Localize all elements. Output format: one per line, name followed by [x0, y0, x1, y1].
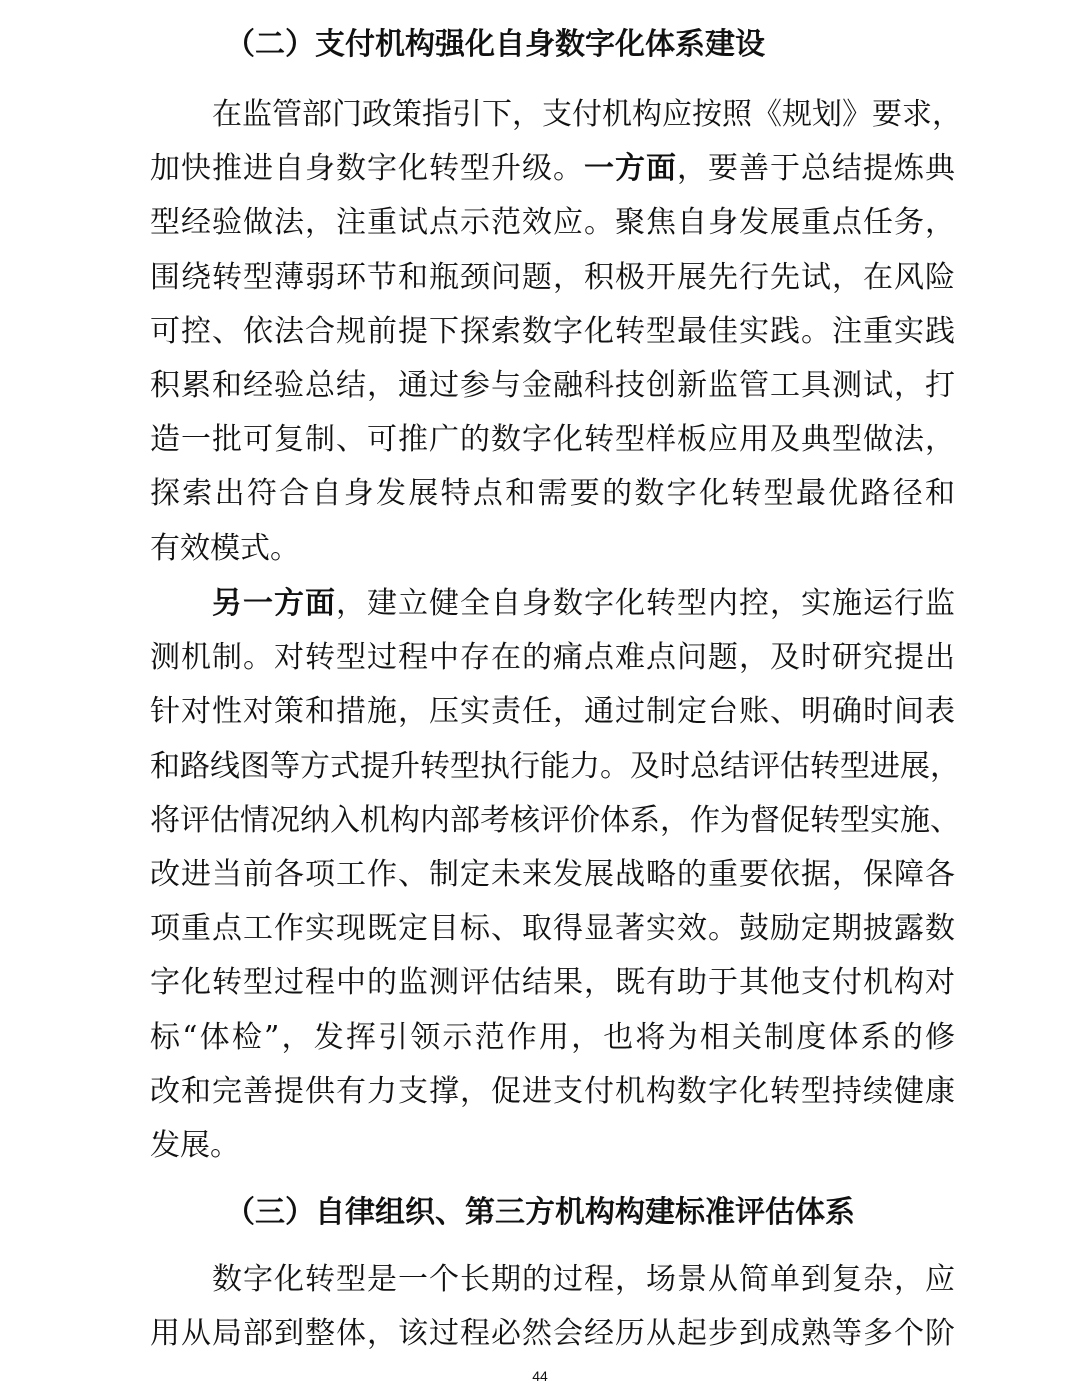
- text-line: [150, 305, 955, 359]
- text-line: [150, 577, 955, 631]
- text-line: [150, 1119, 955, 1173]
- paragraph-1: [150, 88, 962, 576]
- line-text: 造一批可复制、可推广的数字化转型样板应用及典型做法，: [150, 422, 955, 458]
- line-text: ，建立健全自身数字化转型内控，实施运行监: [336, 586, 955, 621]
- line-text: ，要善于总结提炼典: [677, 151, 955, 187]
- line-text: 有效模式。: [150, 530, 300, 566]
- text-line: [150, 1011, 955, 1065]
- text-line: [150, 359, 955, 413]
- paragraph-2: [150, 577, 960, 1173]
- text-line: [150, 794, 960, 848]
- section-heading-2: （二）支付机构强化自身数字化体系建设: [225, 27, 765, 62]
- line-text: 测机制。对转型过程中存在的痛点难点问题，及时研究提出: [150, 640, 955, 676]
- text-line: [150, 956, 955, 1010]
- bold-text: 另一方面: [212, 586, 336, 621]
- text-line: [150, 413, 955, 467]
- text-line: [150, 902, 955, 956]
- line-text: 围绕转型薄弱环节和瓶颈问题，积极开展先行先试，在风险: [150, 259, 955, 295]
- text-line: [150, 1307, 955, 1361]
- paragraph-3: [150, 1253, 955, 1361]
- line-text: 探索出符合自身发展特点和需要的数字化转型最优路径和: [150, 476, 955, 512]
- line-text: 数字化转型是一个长期的过程，场景从简单到复杂，应: [212, 1262, 955, 1297]
- text-line: [150, 848, 955, 902]
- text-line: [150, 1253, 955, 1307]
- text-line: [150, 251, 955, 305]
- text-line: [150, 467, 955, 521]
- line-text: 发展。: [150, 1127, 240, 1163]
- bold-text: 一方面: [584, 151, 677, 187]
- text-line: [150, 740, 960, 794]
- line-text: 可控、依法合规前提下探索数字化转型最佳实践。注重实践: [150, 313, 955, 349]
- page-number: 44: [532, 1368, 548, 1384]
- line-text: 型经验做法，注重试点示范效应。聚焦自身发展重点任务，: [150, 205, 955, 241]
- text-line: [150, 522, 955, 576]
- line-text: 针对性对策和措施，压实责任，通过制定台账、明确时间表: [150, 694, 955, 730]
- section-heading-3: （三）自律组织、第三方机构构建标准评估体系: [225, 1195, 855, 1230]
- text-line: [150, 142, 955, 196]
- text-line: [150, 196, 955, 250]
- line-text: 标“体检”，发挥引领示范作用，也将为相关制度体系的修: [150, 1019, 955, 1055]
- line-text: 积累和经验总结，通过参与金融科技创新监管工具测试，打: [150, 367, 955, 403]
- line-text: 项重点工作实现既定目标、取得显著实效。鼓励定期披露数: [150, 911, 955, 947]
- text-line: [150, 685, 955, 739]
- text-line: [150, 88, 962, 142]
- line-text: 将评估情况纳入机构内部考核评价体系，作为督促转型实施、: [150, 802, 960, 838]
- text-line: [150, 1065, 955, 1119]
- line-text: 改和完善提供有力支撑，促进支付机构数字化转型持续健康: [150, 1073, 955, 1109]
- line-text: 和路线图等方式提升转型执行能力。及时总结评估转型进展，: [150, 748, 960, 784]
- line-text: 用从局部到整体，该过程必然会经历从起步到成熟等多个阶: [150, 1316, 955, 1352]
- line-text: 改进当前各项工作、制定未来发展战略的重要依据，保障各: [150, 856, 955, 892]
- line-text: 在监管部门政策指引下，支付机构应按照《规划》要求，: [212, 97, 962, 132]
- text-line: [150, 631, 955, 685]
- line-text: 加快推进自身数字化转型升级。: [150, 151, 584, 187]
- line-text: 字化转型过程中的监测评估结果，既有助于其他支付机构对: [150, 965, 955, 1001]
